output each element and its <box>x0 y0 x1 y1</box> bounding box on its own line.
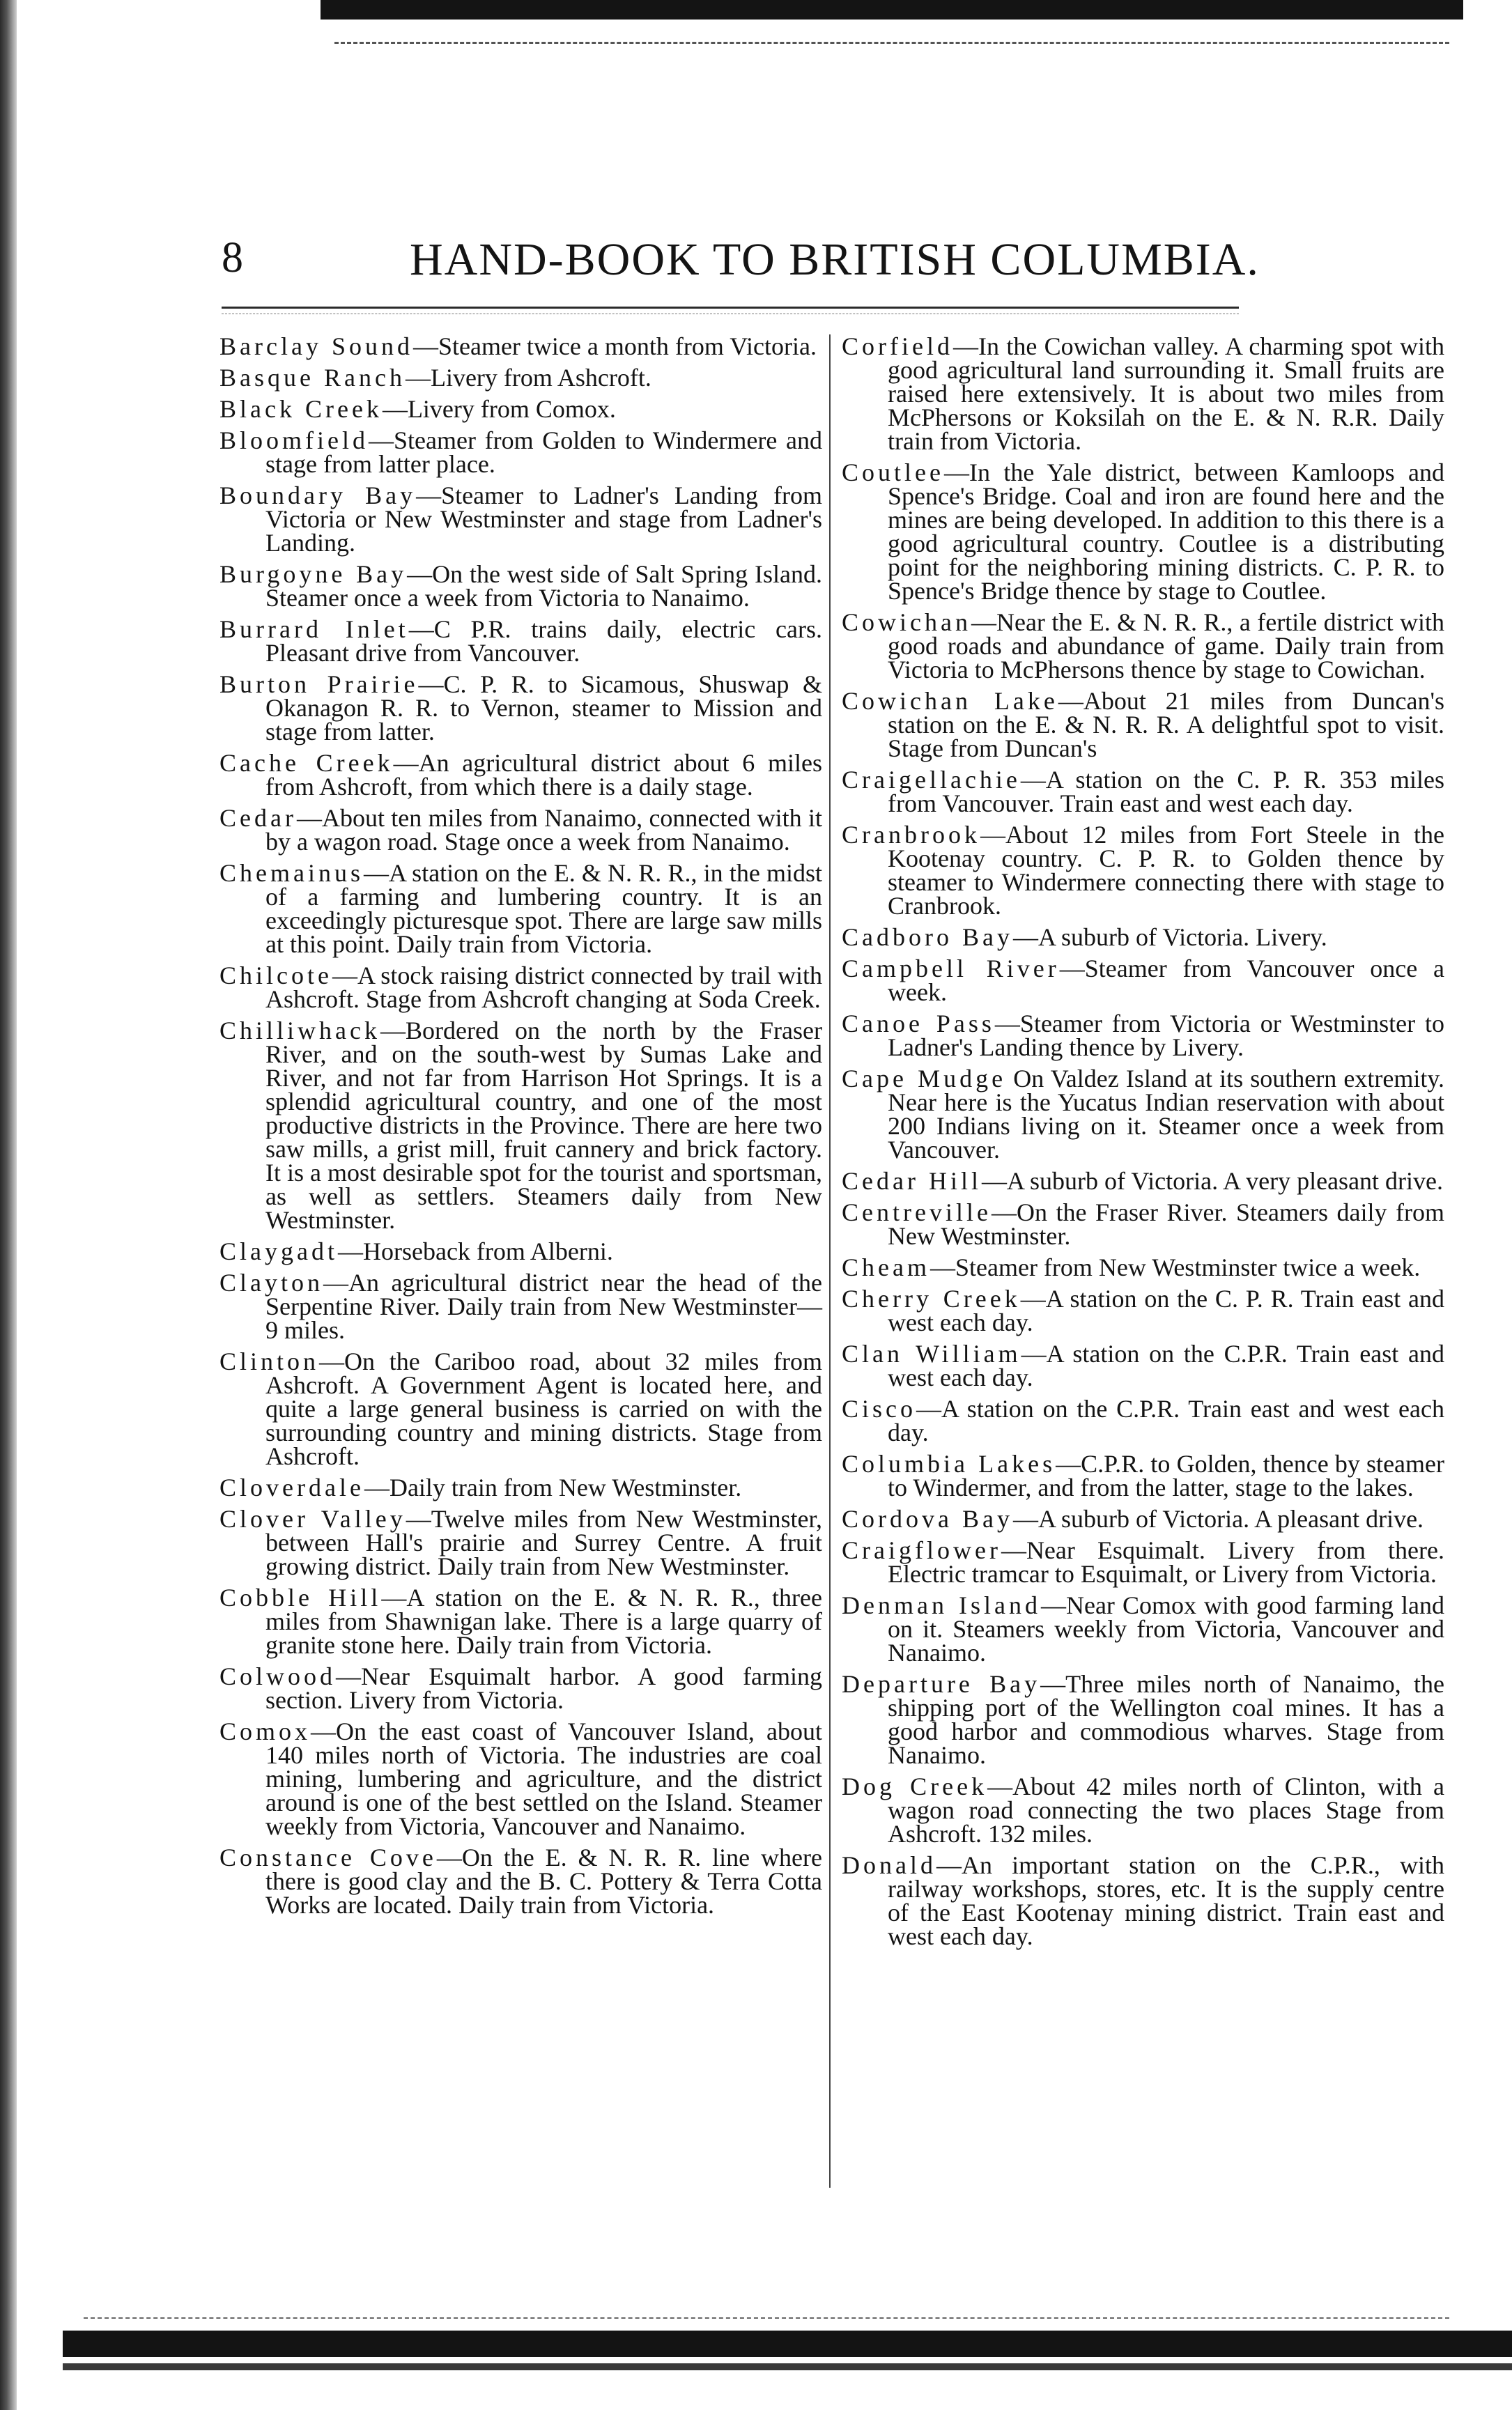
entry-text: —On the east coast of Vancouver Island, about 140 miles north of Victoria. The industries are coal mining, lumbering and agriculture, and the district around is one of the best settled on the Island. Steamer weekly from Victoria, Vancouver and Nanaimo. <box>265 1717 822 1840</box>
entry-text: —A suburb of Victoria. Livery. <box>1012 923 1327 951</box>
gazetteer-entry <box>842 823 1444 918</box>
entry-term: Donald <box>842 1851 936 1879</box>
entry-term: Constance Cove <box>219 1844 437 1871</box>
entry-term: Cheam <box>842 1253 930 1281</box>
entry-text: —Near Esquimalt harbor. A good farming section. Livery from Victoria. <box>265 1662 822 1714</box>
gazetteer-entry <box>842 925 1444 949</box>
gazetteer-entry <box>219 334 822 358</box>
entry-term: Cloverdale <box>219 1474 364 1501</box>
gazetteer-entry <box>842 1253 1444 1281</box>
entry-term: Boundary Bay <box>219 481 417 509</box>
gazetteer-entry <box>219 364 822 392</box>
entry-text: —An agricultural district about 6 miles from Ashcroft, from which there is a daily stage. <box>265 749 822 801</box>
entry-text: —Three miles north of Nanaimo, the shipping port of the Wellington coal mines. It has a good harbor and commodious wharves. Stage from Nanaimo. <box>888 1670 1444 1769</box>
entry-text: —In the Cowichan valley. A charming spot with good agricultural land surrounding it. Small fruits are raised here extensively. It is about two miles from McPhersons or Koksilah on the E. & N. R.R. Daily train from Victoria. <box>888 332 1444 455</box>
footer-border-bar <box>63 2331 1512 2357</box>
scan-edge <box>0 0 17 2410</box>
entry-text: —Bordered on the north by the Fraser River, and on the south-west by Sumas Lake and River, and not far from Harrison Hot Springs. It is a splendid agricultural country, and one of the most productive districts in the Province. There are here two saw mills, a grist mill, fruit cannery and brick factory. It is a most desirable spot for the tourist and sportsman, as well as settlers. Steamers daily from New Westminster. <box>265 1017 822 1234</box>
gazetteer-entry <box>842 1538 1444 1586</box>
entry-term: Clan William <box>842 1340 1021 1368</box>
entry-text: —C.P.R. to Golden, thence by steamer to Windermer, and from the latter, stage to the lakes. <box>888 1450 1444 1501</box>
entry-text: —Steamer from New Westminster twice a week. <box>929 1253 1421 1281</box>
gazetteer-entry <box>842 1452 1444 1499</box>
gazetteer-entry <box>842 1287 1444 1334</box>
entry-text: —C. P. R. to Sicamous, Shuswap & Okanagon R. R. to Vernon, steamer to Mission and stage from latter. <box>265 670 822 746</box>
entry-term: Barclay Sound <box>219 332 413 360</box>
entry-term: Black Creek <box>219 395 383 423</box>
footer-border-bar-thin <box>63 2363 1512 2370</box>
left-column <box>219 334 822 1924</box>
gazetteer-entry <box>219 1586 822 1657</box>
gazetteer-entry <box>219 1664 822 1712</box>
gazetteer-entry <box>842 1200 1444 1248</box>
entry-term: Cisco <box>842 1395 917 1423</box>
entry-text: —Near the E. & N. R. R., a fertile district with good roads and abundance of game. Daily train from Victoria to McPhersons thence by stage to Cowichan. <box>888 608 1444 683</box>
page-header <box>222 226 1260 303</box>
entry-text: —A station on the E. & N. R. R., three miles from Shawnigan lake. There is a large quarry of granite stone here. Daily train from Victoria. <box>265 1584 823 1659</box>
gazetteer-entry <box>842 1772 1444 1848</box>
entry-text: —Twelve miles from New Westminster, between Hall's prairie and Surrey Centre. A fruit growing district. Daily train from New Westminster. <box>265 1505 822 1580</box>
entry-term: Burrard Inlet <box>219 615 409 643</box>
entry-text: —Near Esquimalt. Livery from there. Electric tramcar to Esquimalt, or Livery from Victoria. <box>888 1536 1444 1588</box>
gazetteer-entry <box>842 1012 1444 1059</box>
entry-text: —A station on the C. P. R. 353 miles from Vancouver. Train east and west each day. <box>888 766 1444 817</box>
gazetteer-entry <box>219 670 822 746</box>
gazetteer-entry <box>219 1019 822 1232</box>
gazetteer-entry <box>219 804 822 856</box>
entry-text: —A station on the C.P.R. Train east and west each day. <box>888 1395 1444 1446</box>
entry-text: —Horseback from Alberni. <box>337 1237 613 1265</box>
gazetteer-entry <box>219 1507 822 1578</box>
gazetteer-entry <box>842 1591 1444 1667</box>
gazetteer-entry <box>219 1271 822 1342</box>
entry-term: Burton Prairie <box>219 670 419 698</box>
gazetteer-entry <box>842 1853 1444 1948</box>
gazetteer-entry <box>842 1342 1444 1389</box>
gazetteer-entry <box>842 1397 1444 1444</box>
entry-text: —About ten miles from Nanaimo, connected with it by a wagon road. Stage once a week from Nanaimo. <box>265 804 822 856</box>
entry-term: Cadboro Bay <box>842 923 1013 951</box>
gazetteer-entry <box>842 334 1444 453</box>
entry-text: —On the E. & N. R. R. line where there is good clay and the B. C. Pottery & Terra Cotta Works are located. Daily train from Victoria. <box>265 1844 822 1919</box>
gazetteer-entry <box>842 957 1444 1004</box>
entry-term: Cherry Creek <box>842 1285 1021 1313</box>
right-column <box>842 334 1444 1956</box>
entry-text: —Daily train from New Westminster. <box>364 1474 742 1501</box>
gazetteer-entry <box>219 1239 822 1263</box>
entry-term: Dog Creek <box>842 1772 988 1800</box>
entry-term: Denman Island <box>842 1591 1041 1619</box>
page-number: 8 <box>222 234 243 281</box>
entry-term: Canoe Pass <box>842 1010 995 1037</box>
entry-text: —C P.R. trains daily, electric cars. Pleasant drive from Vancouver. <box>265 615 822 667</box>
entry-term: Campbell River <box>842 955 1060 982</box>
entry-text: —A station on the E. & N. R. R., in the midst of a farming and lumbering country. It is an exceedingly picturesque spot. There are large saw mills at this point. Daily train from Victoria. <box>265 859 822 958</box>
entry-term: Clover Valley <box>219 1505 406 1533</box>
entry-term: Cowichan <box>842 608 971 636</box>
gazetteer-entry <box>219 1846 822 1917</box>
entry-text: —Steamer to Ladner's Landing from Victoria or New Westminster and stage from Ladner's Landing. <box>265 481 822 557</box>
gazetteer-entry <box>842 1169 1444 1193</box>
entry-text: —A station on the C.P.R. Train east and west each day. <box>888 1340 1445 1391</box>
entry-text: —About 12 miles from Fort Steele in the Kootenay country. C. P. R. to Golden thence by steamer to Windermere connecting there with stage to Cranbrook. <box>888 821 1444 920</box>
top-border-bar <box>321 0 1463 20</box>
entry-term: Cache Creek <box>219 749 394 777</box>
entry-text: —A station on the C. P. R. Train east and west each day. <box>888 1285 1444 1336</box>
entry-text: —Steamer from Vancouver once a week. <box>888 955 1444 1006</box>
entry-text: On Valdez Island at its southern extremity. Near here is the Yucatus Indian reservation with about 200 Indians living on it. Steamer once a week from Vancouver. <box>888 1065 1444 1164</box>
entry-text: —Steamer twice a month from Victoria. <box>412 332 817 360</box>
entry-term: Coutlee <box>842 458 944 486</box>
entry-term: Craigflower <box>842 1536 1001 1564</box>
entry-term: Cowichan Lake <box>842 687 1058 715</box>
entry-term: Cedar <box>219 804 297 832</box>
entry-text: —On the west side of Salt Spring Island. Steamer once a week from Victoria to Nanaimo. <box>265 560 822 612</box>
entry-text: —Livery from Ashcroft. <box>405 364 651 392</box>
entry-term: Colwood <box>219 1662 337 1690</box>
entry-term: Columbia Lakes <box>842 1450 1056 1478</box>
gazetteer-entry <box>842 768 1444 815</box>
gazetteer-entry <box>842 610 1444 681</box>
gazetteer-entry <box>842 689 1444 760</box>
gazetteer-entry <box>842 458 1444 605</box>
entry-text: —On the Cariboo road, about 32 miles from Ashcroft. A Government Agent is located here, and quite a large general business is carried on with the surrounding country and mining districts. Stage from Ashcroft. <box>265 1347 822 1470</box>
column-divider <box>829 334 831 2188</box>
gazetteer-entry <box>842 1672 1444 1767</box>
top-dashed-rule <box>334 42 1449 44</box>
gazetteer-entry <box>842 1507 1444 1531</box>
entry-text: —Steamer from Golden to Windermere and stage from latter place. <box>265 426 822 478</box>
gazetteer-entry <box>219 397 822 421</box>
gazetteer-entry <box>219 861 822 956</box>
entry-term: Centreville <box>842 1198 992 1226</box>
gazetteer-entry <box>219 1476 822 1499</box>
gazetteer-entry <box>219 1347 822 1470</box>
entry-term: Bloomfield <box>219 426 369 454</box>
entry-text: —Near Comox with good farming land on it. Steamers weekly from Victoria, Vancouver and Nanaimo. <box>888 1591 1444 1667</box>
entry-term: Cape Mudge <box>842 1065 1007 1092</box>
entry-text: —An agricultural district near the head of the Serpentine River. Daily train from New Westminster—9 miles. <box>265 1269 822 1344</box>
entry-term: Cobble Hill <box>219 1584 382 1612</box>
gazetteer-entry <box>219 749 822 801</box>
entry-text: —In the Yale district, between Kamloops and Spence's Bridge. Coal and iron are found here and the mines are being developed. In addition to this there is a good agricultural country. Coutlee is a distributing point for the neighboring mining districts. C. P. R. to Spence's Bridge thence by stage to Coutlee. <box>888 458 1444 605</box>
entry-term: Clayton <box>219 1269 323 1297</box>
entry-text: —An important station on the C.P.R., with railway workshops, stores, etc. It is the supply centre of the East Kootenay mining district. Train east and west each day. <box>888 1851 1444 1950</box>
entry-text: —A suburb of Victoria. A very pleasant drive. <box>981 1167 1444 1195</box>
entry-text: —About 21 miles from Duncan's station on the E. & N. R. R. A delightful spot to visit. Stage from Duncan's <box>888 687 1444 762</box>
entry-term: Corfield <box>842 332 953 360</box>
gazetteer-entry <box>219 1717 822 1840</box>
running-head-title: HAND-BOOK TO BRITISH COLUMBIA. <box>410 234 1260 285</box>
gazetteer-entry <box>219 617 822 665</box>
gazetteer-entry <box>842 1065 1444 1164</box>
footer-dashed-rule <box>84 2317 1449 2319</box>
entry-text: —Livery from Comox. <box>382 395 616 423</box>
entry-term: Claygadt <box>219 1237 338 1265</box>
entry-term: Cedar Hill <box>842 1167 982 1195</box>
entry-text: —On the Fraser River. Steamers daily from New Westminster. <box>888 1198 1444 1250</box>
entry-term: Cranbrook <box>842 821 980 849</box>
entry-term: Basque Ranch <box>219 364 406 392</box>
entry-term: Comox <box>219 1717 311 1745</box>
entry-term: Cordova Bay <box>842 1505 1013 1533</box>
entry-term: Craigellachie <box>842 766 1021 794</box>
entry-term: Chemainus <box>219 859 364 887</box>
entry-term: Chilliwhack <box>219 1017 380 1044</box>
entry-text: —A suburb of Victoria. A pleasant drive. <box>1012 1505 1424 1533</box>
gazetteer-entry <box>219 562 822 610</box>
entry-text: —About 42 miles north of Clinton, with a wagon road connecting the two places Stage from Ashcroft. 132 miles. <box>888 1772 1444 1848</box>
entry-text: —Steamer from Victoria or Westminster to Ladner's Landing thence by Livery. <box>888 1010 1444 1061</box>
gazetteer-entry <box>219 428 822 476</box>
entry-term: Burgoyne Bay <box>219 560 408 588</box>
entry-text: —A stock raising district connected by trail with Ashcroft. Stage from Ashcroft changing at Soda Creek. <box>265 961 822 1013</box>
header-rule <box>222 307 1239 309</box>
entry-term: Departure Bay <box>842 1670 1041 1698</box>
gazetteer-entry <box>219 481 822 557</box>
entry-term: Chilcote <box>219 961 332 989</box>
gazetteer-entry <box>219 961 822 1013</box>
entry-term: Clinton <box>219 1347 320 1375</box>
